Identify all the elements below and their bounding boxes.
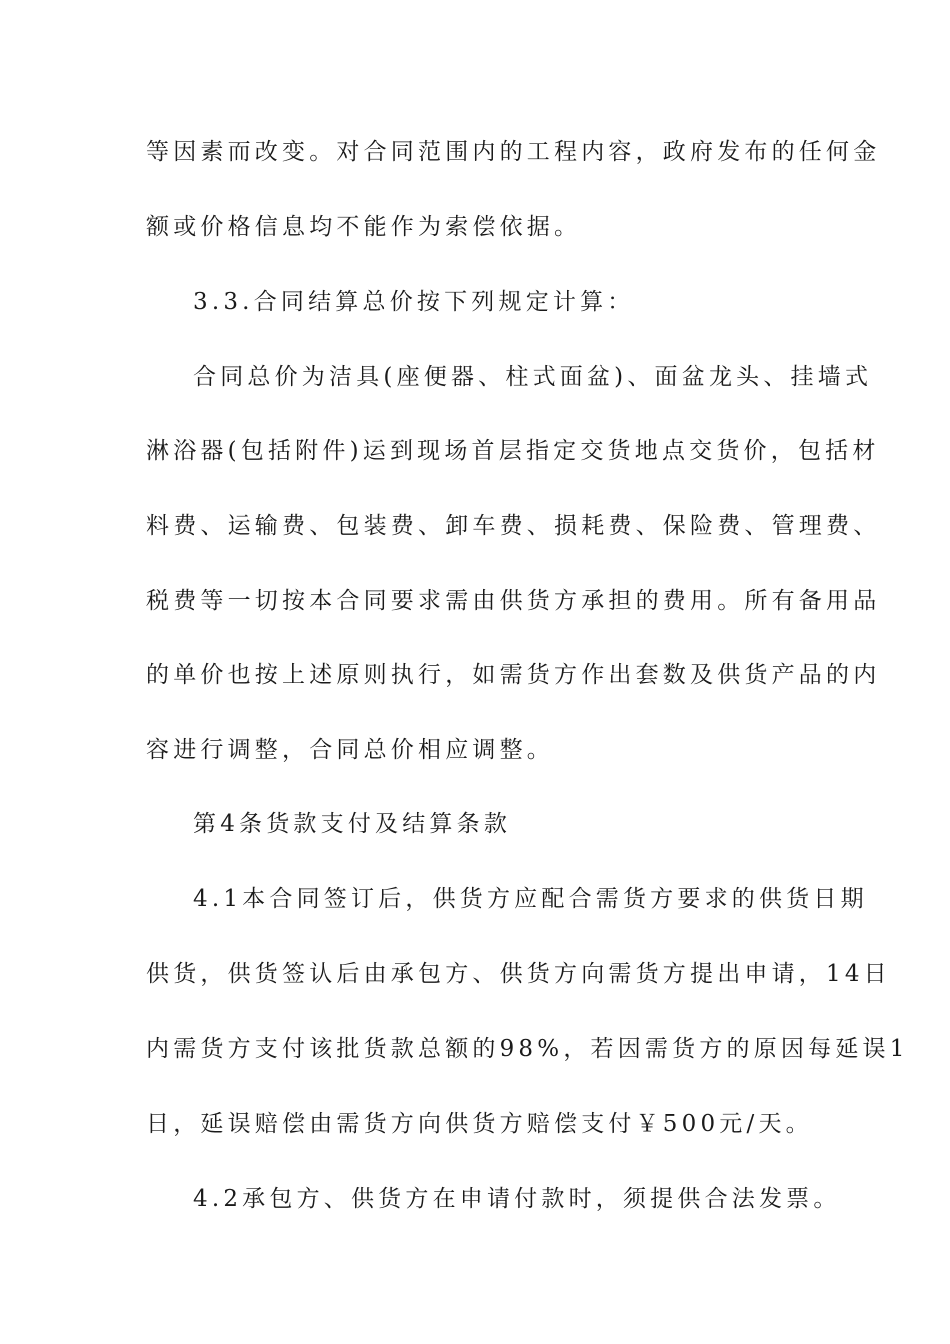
text-line: 额或价格信息均不能作为索偿依据。 [146,214,582,240]
text-line: 4.1本合同签订后，供货方应配合需货方要求的供货日期 [193,886,868,912]
section-heading: 第4条货款支付及结算条款 [193,811,512,837]
text-line: 容进行调整，合同总价相应调整。 [146,737,554,763]
text-line: 供货，供货签认后由承包方、供货方向需货方提出申请，14日 [146,961,891,987]
text-line: 料费、运输费、包装费、卸车费、损耗费、保险费、管理费、 [146,513,881,539]
text-line: 日，延误赔偿由需货方向供货方赔偿支付￥500元/天。 [146,1111,813,1137]
text-line: 内需货方支付该批货款总额的98%，若因需货方的原因每延误1 [146,1036,909,1062]
text-line: 淋浴器(包括附件)运到现场首层指定交货地点交货价，包括材 [146,438,880,464]
text-line: 的单价也按上述原则执行，如需货方作出套数及供货产品的内 [146,662,881,688]
section-heading: 3.3.合同结算总价按下列规定计算： [193,289,635,315]
text-line: 税费等一切按本合同要求需由供货方承担的费用。所有备用品 [146,588,881,614]
text-line: 合同总价为洁具(座便器、柱式面盆)、面盆龙头、挂墙式 [193,364,873,390]
text-line: 4.2承包方、供货方在申请付款时，须提供合法发票。 [193,1186,841,1212]
text-line: 等因素而改变。对合同范围内的工程内容，政府发布的任何金 [146,139,881,165]
